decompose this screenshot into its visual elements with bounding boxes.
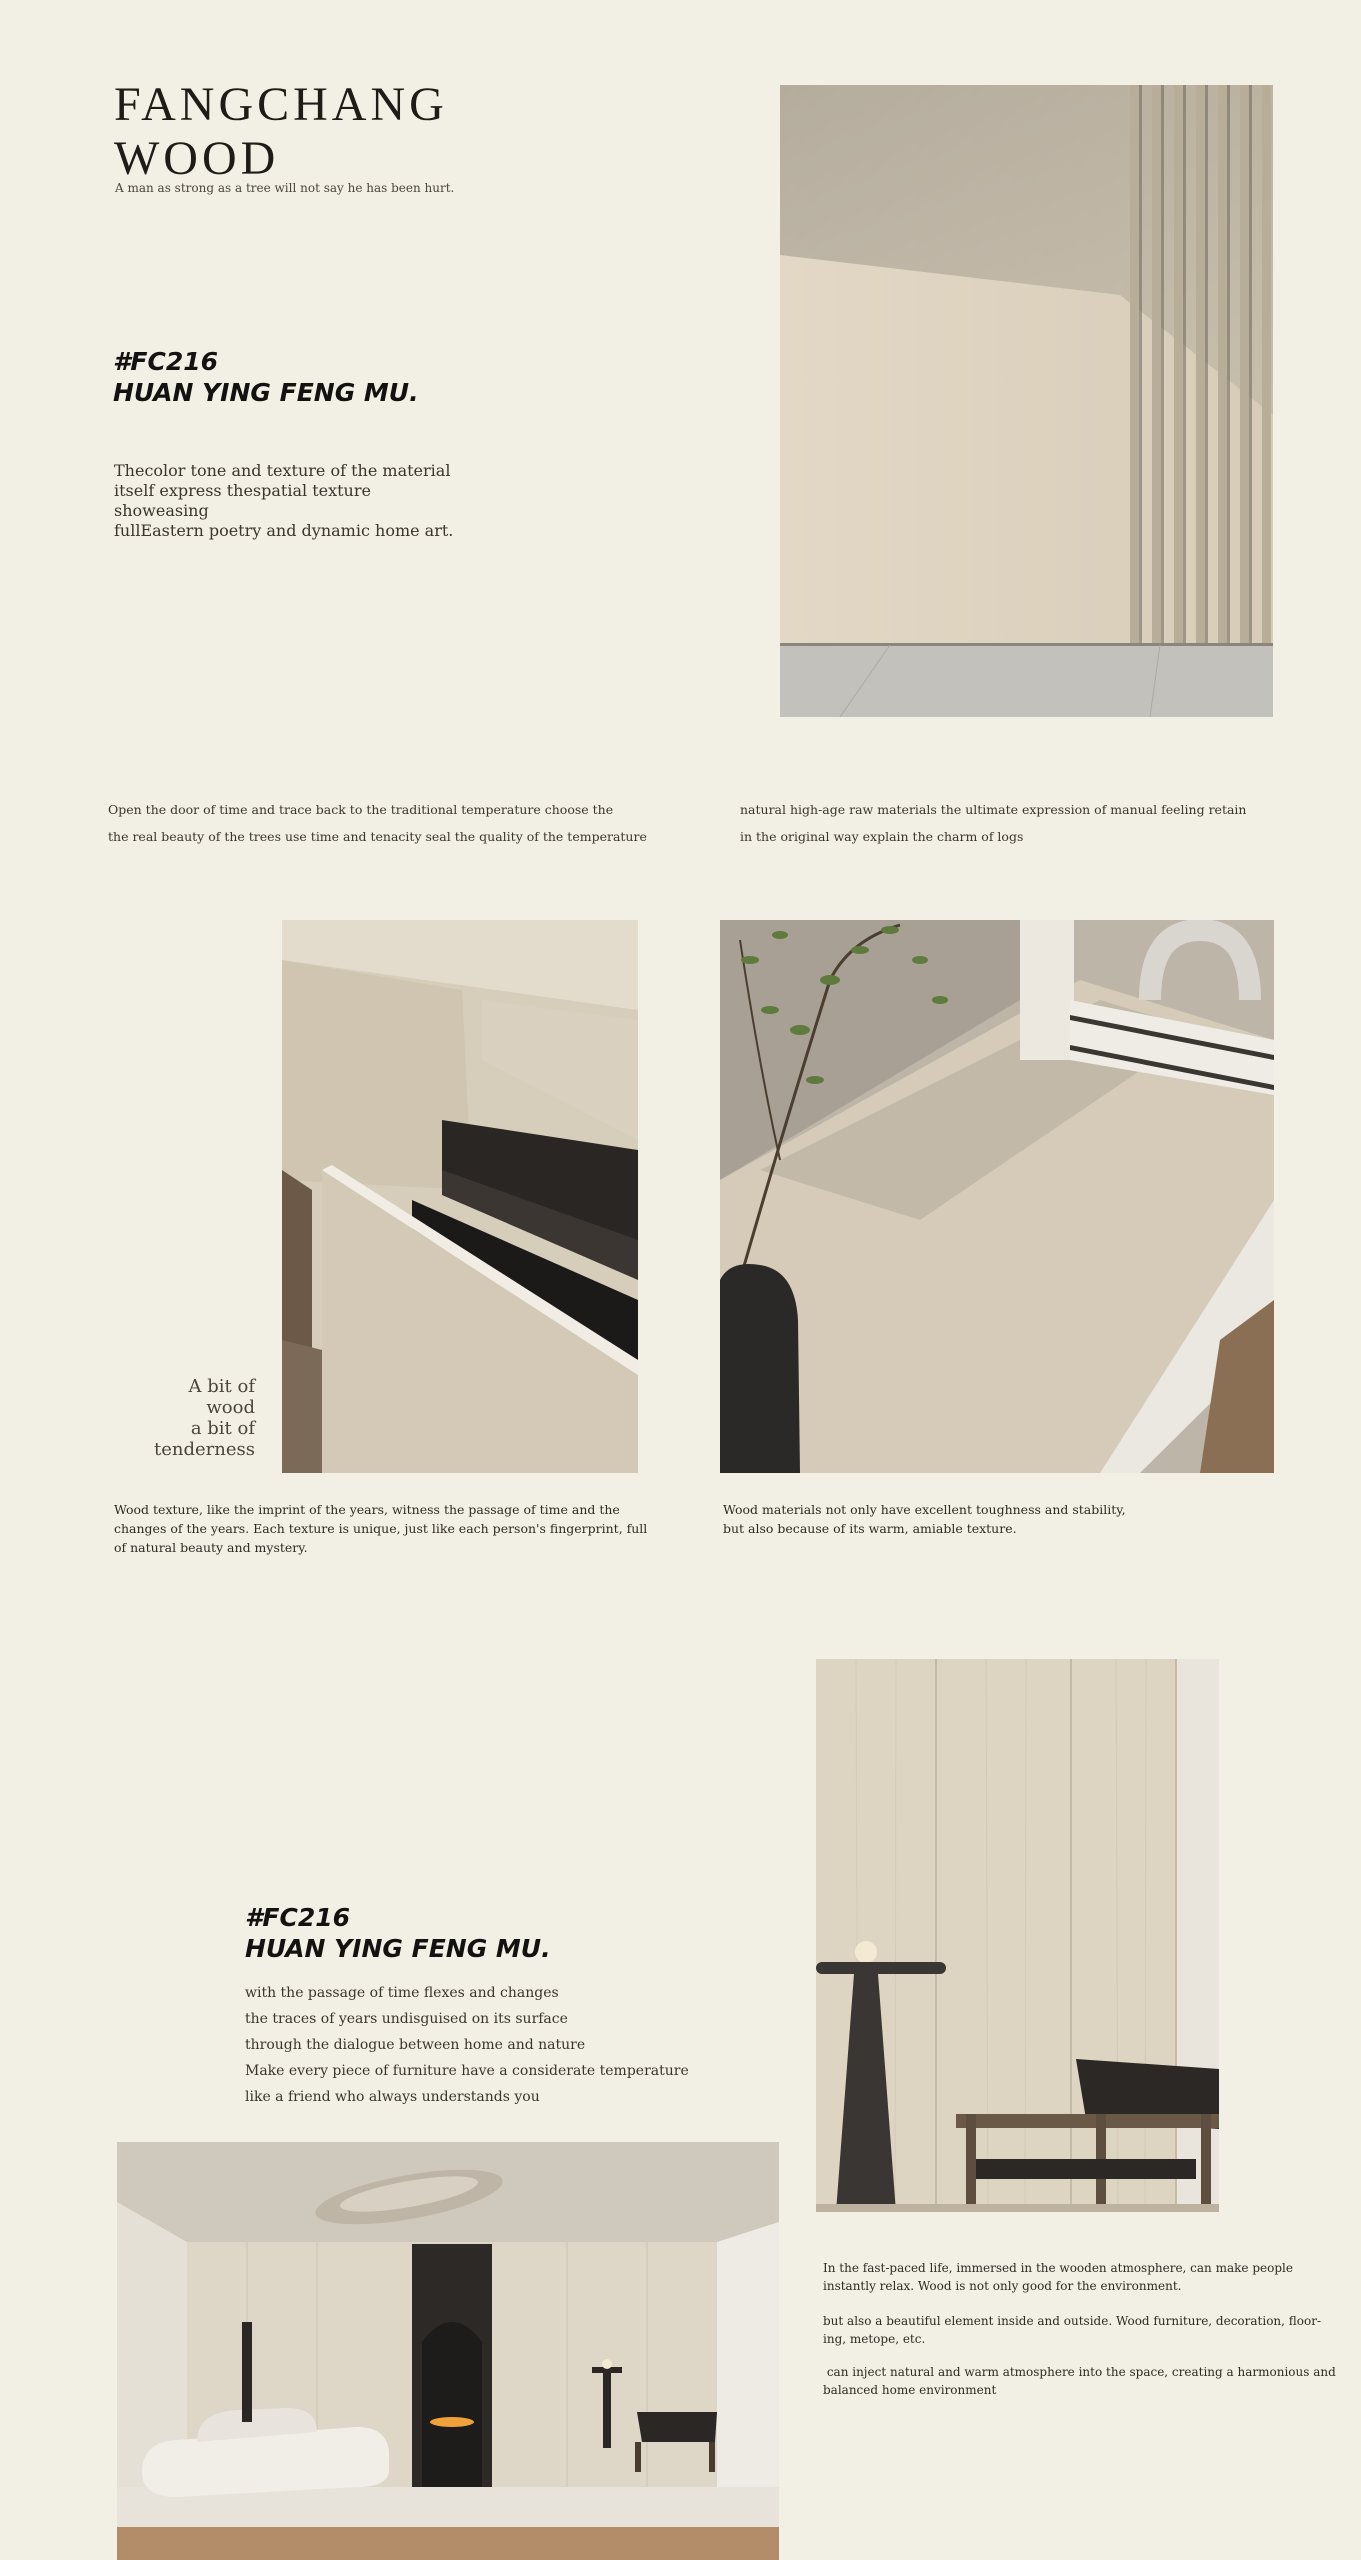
drawer-photo (282, 920, 638, 1473)
poem-line: through the dialogue between home and nature (245, 2037, 586, 2053)
product-code: #FC216 (245, 1903, 351, 1932)
product-description (114, 461, 474, 541)
drawer-caption-line: Wood texture, like the imprint of the years, witness the passage of time and the (114, 1502, 620, 1517)
tenderness-line: wood (206, 1397, 255, 1418)
tenderness-line: a bit of (190, 1418, 255, 1439)
product-code-block-2 (245, 1902, 551, 1964)
intro-right-line: natural high-age raw materials the ultimate expression of manual feeling retain (740, 802, 1247, 817)
table-caption (723, 1500, 1126, 1538)
poem-line: like a friend who always understands you (245, 2089, 540, 2105)
wood-panel-chair-photo (816, 1659, 1219, 2212)
title-line-2: WOOD (114, 132, 280, 185)
page-title (114, 78, 448, 186)
poem-text (245, 1980, 689, 2110)
closing-line: ing, metope, etc. (823, 2332, 926, 2346)
description-line: fullEastern poetry and dynamic home art. (114, 521, 454, 540)
table-caption-line: but also because of its warm, amiable texture. (723, 1521, 1017, 1536)
intro-left-line: Open the door of time and trace back to the traditional temperature choose the (108, 802, 614, 817)
closing-line: but also a beautiful element inside and outside. Wood furniture, decoration, floor- (823, 2314, 1322, 2328)
closing-paragraph-3 (823, 2363, 1336, 2399)
description-line: itself express thespatial texture (114, 481, 371, 500)
description-line: showeasing (114, 501, 209, 520)
tenderness-line: tenderness (154, 1439, 255, 1460)
intro-left-line: the real beauty of the trees use time and tenacity seal the quality of the temperature (108, 829, 647, 844)
closing-line: can inject natural and warm atmosphere into the space, creating a harmonious and (823, 2365, 1336, 2379)
product-name: HUAN YING FENG MU. (113, 378, 419, 407)
intro-left (108, 796, 647, 850)
poem-line: Make every piece of furniture have a considerate temperature (245, 2063, 689, 2079)
closing-paragraph-1 (823, 2259, 1293, 2295)
description-line: Thecolor tone and texture of the material (114, 461, 451, 480)
intro-right (740, 796, 1246, 850)
poem-line: with the passage of time flexes and changes (245, 1985, 559, 2001)
table-plant-photo (720, 920, 1274, 1473)
intro-right-line: in the original way explain the charm of logs (740, 829, 1024, 844)
closing-line: balanced home environment (823, 2383, 997, 2397)
closing-paragraph-2 (823, 2312, 1321, 2348)
living-room-photo (117, 2142, 779, 2560)
product-name: HUAN YING FENG MU. (245, 1934, 551, 1963)
product-code: #FC216 (113, 347, 219, 376)
drawer-caption (114, 1500, 647, 1557)
product-code-block (113, 346, 419, 408)
title-line-1: FANGCHANG (114, 78, 448, 131)
closing-line: In the fast-paced life, immersed in the wooden atmosphere, can make people (823, 2261, 1293, 2275)
poem-line: the traces of years undisguised on its surface (245, 2011, 568, 2027)
table-caption-line: Wood materials not only have excellent toughness and stability, (723, 1502, 1126, 1517)
drawer-caption-line: changes of the years. Each texture is unique, just like each person's fingerprint, full (114, 1521, 648, 1536)
tenderness-line: A bit of (188, 1376, 255, 1397)
drawer-caption-line: of natural beauty and mystery. (114, 1540, 308, 1555)
tagline: A man as strong as a tree will not say he has been hurt. (115, 181, 455, 195)
wood-wall-photo (780, 85, 1273, 717)
closing-line: instantly relax. Wood is not only good for the environment. (823, 2279, 1182, 2293)
tenderness-text (100, 1376, 255, 1460)
